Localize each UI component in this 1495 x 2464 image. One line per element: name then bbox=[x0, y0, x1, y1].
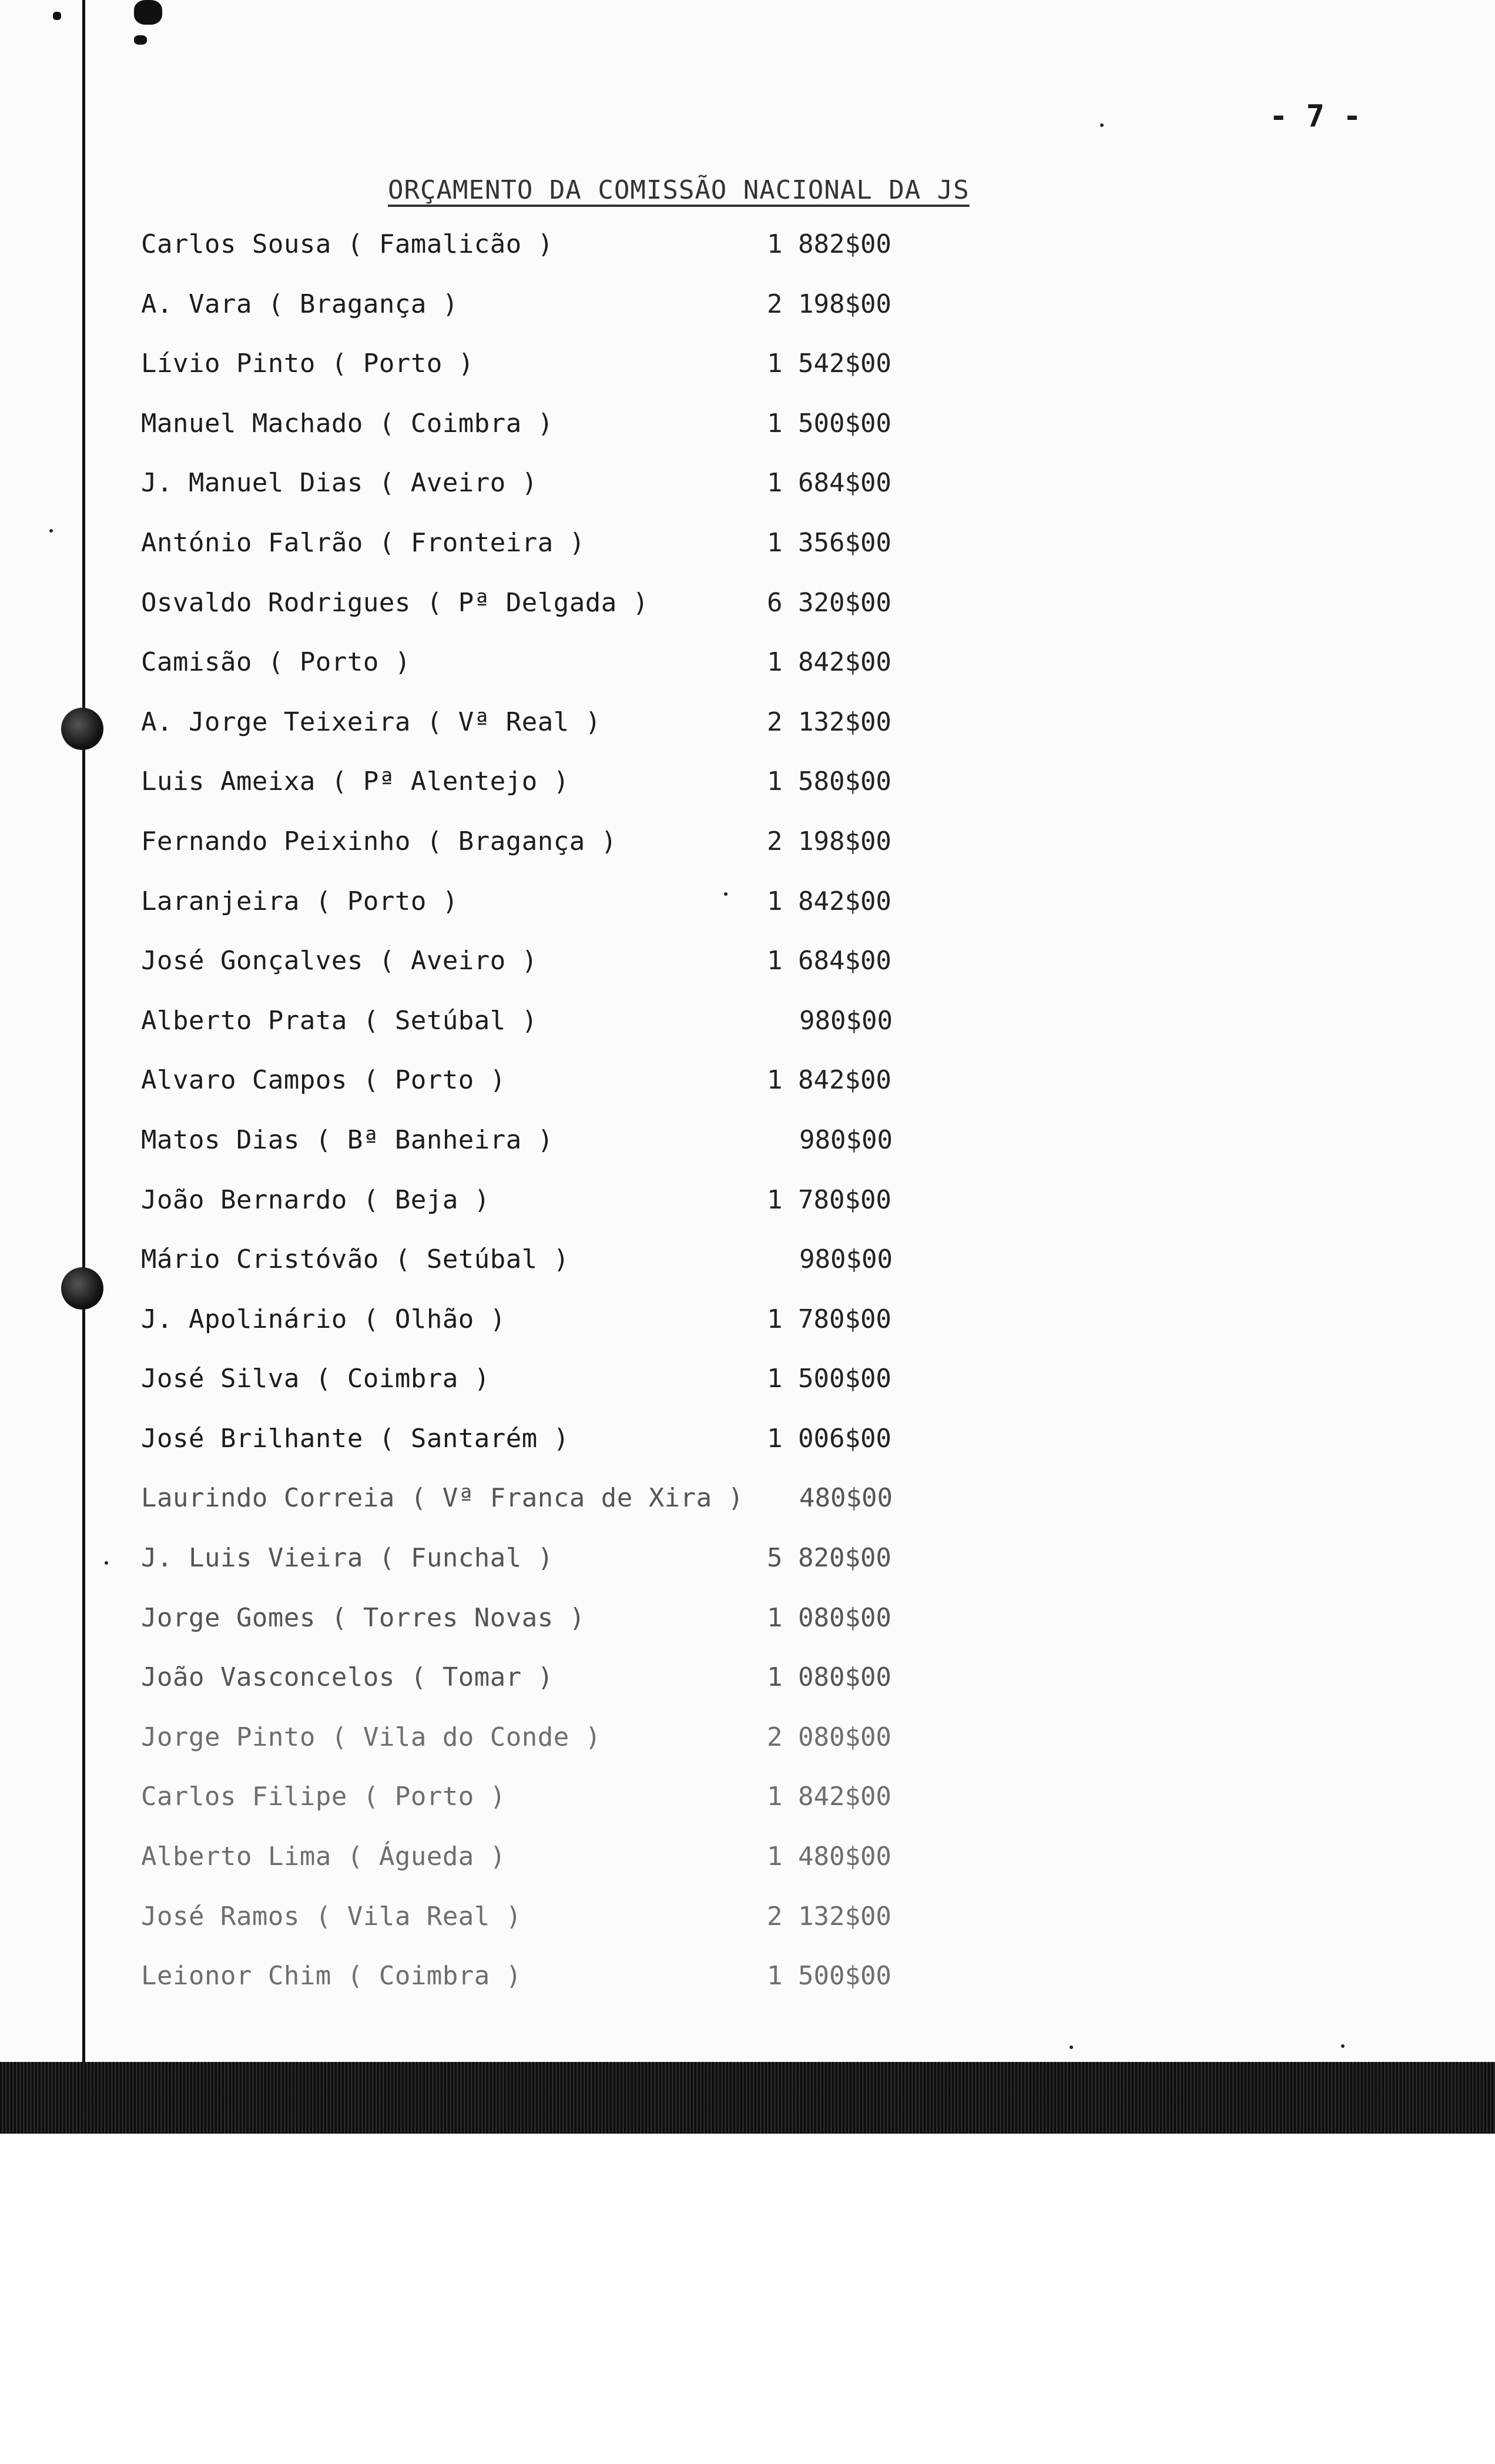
entry-amount: 980$00 bbox=[799, 1244, 893, 1275]
entry-amount: 980$00 bbox=[799, 1124, 893, 1155]
entry-amount: 1 080$00 bbox=[767, 1662, 891, 1693]
entry-name: José Gonçalves ( Aveiro ) bbox=[141, 946, 538, 976]
entry-name: João Bernardo ( Beja ) bbox=[141, 1184, 490, 1215]
entry-amount: 5 820$00 bbox=[767, 1543, 891, 1574]
ink-blot bbox=[134, 35, 147, 45]
entry-amount: 1 842$00 bbox=[767, 647, 891, 678]
entry-name: José Silva ( Coimbra ) bbox=[141, 1364, 490, 1394]
entry-name: António Falrão ( Fronteira ) bbox=[141, 527, 585, 558]
entry-name: Alberto Prata ( Setúbal ) bbox=[141, 1005, 538, 1036]
list-item bbox=[141, 826, 964, 886]
list-item bbox=[141, 1722, 964, 1782]
entry-name: J. Luis Vieira ( Funchal ) bbox=[141, 1543, 554, 1574]
entry-amount: 2 080$00 bbox=[767, 1722, 891, 1752]
list-item bbox=[141, 468, 964, 528]
entry-amount: 1 542$00 bbox=[767, 349, 891, 379]
entry-amount: 480$00 bbox=[799, 1483, 893, 1514]
entry-amount: 1 842$00 bbox=[767, 1782, 891, 1812]
entry-amount: 2 198$00 bbox=[767, 826, 891, 856]
scan-speck bbox=[1070, 2045, 1073, 2049]
list-item bbox=[141, 766, 964, 826]
punch-hole bbox=[61, 708, 103, 750]
entry-amount: 1 842$00 bbox=[767, 886, 891, 916]
entry-amount: 1 882$00 bbox=[767, 229, 891, 259]
list-item bbox=[141, 647, 964, 707]
entry-name: Carlos Filipe ( Porto ) bbox=[141, 1782, 506, 1812]
entry-name: J. Manuel Dias ( Aveiro ) bbox=[141, 468, 538, 498]
entry-amount: 1 780$00 bbox=[767, 1304, 891, 1334]
list-item bbox=[141, 1603, 964, 1663]
list-item bbox=[141, 349, 964, 409]
document-title: ORÇAMENTO DA COMISSÃO NACIONAL DA JS bbox=[388, 175, 970, 205]
entry-amount: 1 780$00 bbox=[767, 1184, 891, 1215]
entry-name: Matos Dias ( Bª Banheira ) bbox=[141, 1124, 554, 1155]
entry-name: José Brilhante ( Santarém ) bbox=[141, 1423, 569, 1454]
entry-amount: 1 684$00 bbox=[767, 468, 891, 498]
list-item bbox=[141, 1244, 964, 1304]
entry-name: Mário Cristóvão ( Setúbal ) bbox=[141, 1244, 569, 1275]
entry-name: Carlos Sousa ( Famalicão ) bbox=[141, 229, 554, 259]
entry-name: João Vasconcelos ( Tomar ) bbox=[141, 1662, 554, 1693]
punch-hole bbox=[61, 1267, 103, 1310]
entry-amount: 1 684$00 bbox=[767, 946, 891, 976]
entry-amount: 6 320$00 bbox=[767, 587, 891, 618]
list-item bbox=[141, 1483, 964, 1543]
list-item bbox=[141, 707, 964, 767]
list-item bbox=[141, 289, 964, 349]
entry-name: Manuel Machado ( Coimbra ) bbox=[141, 408, 554, 438]
list-item bbox=[141, 1842, 964, 1901]
entry-amount: 1 080$00 bbox=[767, 1602, 891, 1633]
list-item bbox=[141, 1901, 964, 1961]
entry-amount: 2 198$00 bbox=[767, 289, 891, 319]
entry-name: J. Apolinário ( Olhão ) bbox=[141, 1304, 506, 1334]
entry-name: Osvaldo Rodrigues ( Pª Delgada ) bbox=[141, 587, 649, 618]
entry-amount: 980$00 bbox=[799, 1005, 893, 1036]
list-item bbox=[141, 588, 964, 648]
entry-name: Jorge Pinto ( Vila do Conde ) bbox=[141, 1722, 601, 1752]
entry-amount: 1 842$00 bbox=[767, 1065, 891, 1096]
list-item bbox=[141, 1782, 964, 1842]
page-number: - 7 - bbox=[1269, 99, 1362, 134]
scan-speck bbox=[1100, 123, 1104, 127]
entry-name: Camisão ( Porto ) bbox=[141, 647, 411, 678]
list-item bbox=[141, 1662, 964, 1722]
entry-amount: 2 132$00 bbox=[767, 707, 891, 737]
entry-amount: 1 006$00 bbox=[767, 1423, 891, 1454]
list-item bbox=[141, 1364, 964, 1424]
list-item bbox=[141, 1065, 964, 1125]
list-item bbox=[141, 1543, 964, 1603]
entry-amount: 2 132$00 bbox=[767, 1901, 891, 1931]
ink-blot bbox=[53, 12, 61, 20]
entry-amount: 1 580$00 bbox=[767, 766, 891, 797]
scan-speck bbox=[1341, 2044, 1345, 2048]
entry-name: José Ramos ( Vila Real ) bbox=[141, 1901, 522, 1931]
entry-name: A. Vara ( Bragança ) bbox=[141, 289, 458, 319]
entry-name: Lívio Pinto ( Porto ) bbox=[141, 349, 474, 379]
list-item bbox=[141, 1961, 964, 2021]
list-item bbox=[141, 1125, 964, 1185]
scan-speck bbox=[105, 1561, 108, 1565]
list-item bbox=[141, 1185, 964, 1245]
list-item bbox=[141, 1424, 964, 1484]
entry-name: Laurindo Correia ( Vª Franca de Xira ) bbox=[141, 1483, 744, 1514]
entry-name: Alberto Lima ( Águeda ) bbox=[141, 1842, 506, 1872]
entry-amount: 1 500$00 bbox=[767, 408, 891, 438]
ink-blot bbox=[134, 0, 162, 25]
list-item bbox=[141, 1304, 964, 1364]
entry-name: A. Jorge Teixeira ( Vª Real ) bbox=[141, 707, 601, 737]
entry-name: Fernando Peixinho ( Bragança ) bbox=[141, 826, 617, 856]
scan-speck bbox=[724, 892, 728, 896]
list-item bbox=[141, 229, 964, 289]
list-item bbox=[141, 409, 964, 468]
entry-amount: 1 500$00 bbox=[767, 1961, 891, 1991]
scan-edge-band bbox=[0, 2062, 1495, 2134]
list-item bbox=[141, 946, 964, 1006]
scan-speck bbox=[49, 529, 53, 533]
list-item bbox=[141, 886, 964, 946]
entry-amount: 1 500$00 bbox=[767, 1364, 891, 1394]
binding-line bbox=[82, 0, 85, 2134]
list-item bbox=[141, 1006, 964, 1066]
entry-name: Jorge Gomes ( Torres Novas ) bbox=[141, 1602, 585, 1633]
list-item bbox=[141, 528, 964, 588]
entry-name: Laranjeira ( Porto ) bbox=[141, 886, 458, 916]
entry-amount: 1 480$00 bbox=[767, 1842, 891, 1872]
budget-list bbox=[141, 229, 964, 2021]
entry-name: Leionor Chim ( Coimbra ) bbox=[141, 1961, 522, 1991]
entry-amount: 1 356$00 bbox=[767, 527, 891, 558]
entry-name: Alvaro Campos ( Porto ) bbox=[141, 1065, 506, 1096]
entry-name: Luis Ameixa ( Pª Alentejo ) bbox=[141, 766, 569, 797]
